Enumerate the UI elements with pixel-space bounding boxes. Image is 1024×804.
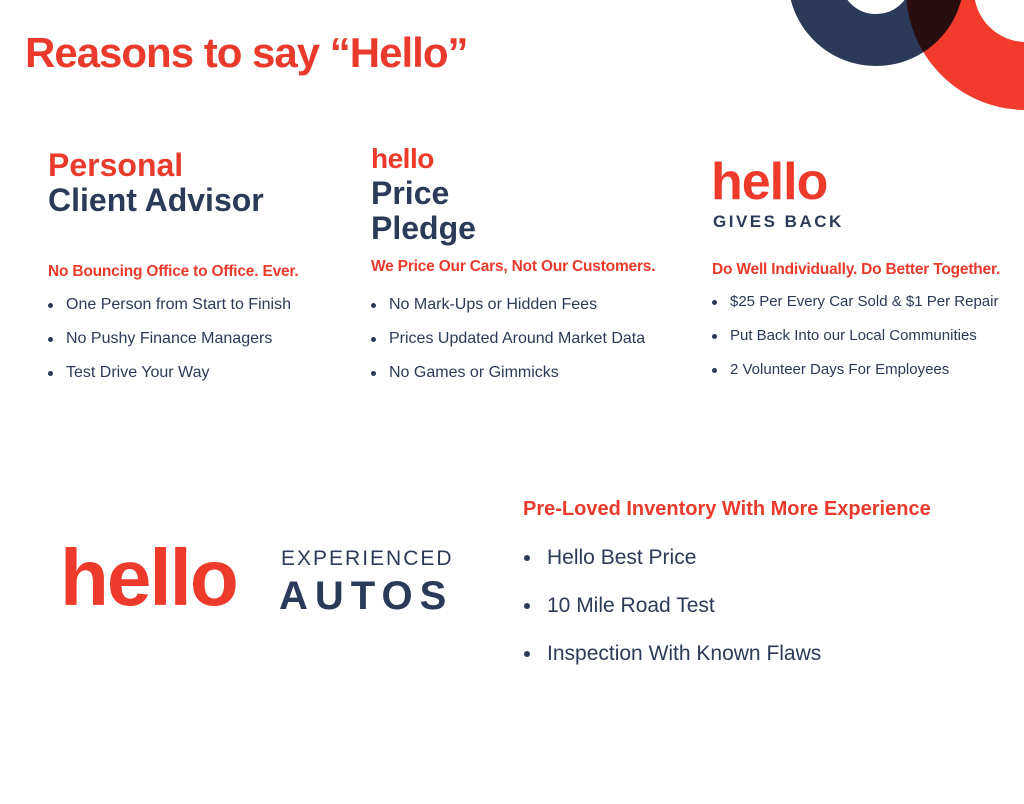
column2-heading (371, 176, 476, 246)
column3-bullet-list (712, 285, 1024, 387)
list-item (48, 356, 378, 390)
footer-bullet-list (524, 534, 944, 678)
bullet-text: $25 Per Every Car Sold & $1 Per Repair (730, 293, 999, 310)
list-item (371, 356, 701, 390)
hello-logo-small: hello (371, 143, 434, 174)
column2-bullet-list (371, 288, 701, 390)
bullet-text: One Person from Start to Finish (66, 296, 291, 313)
column1-heading (48, 148, 264, 218)
column2-subheading: We Price Our Cars, Not Our Customers. (371, 258, 656, 275)
bullet-dot (48, 337, 53, 342)
bullet-text: Test Drive Your Way (66, 364, 210, 381)
bullet-text: No Mark-Ups or Hidden Fees (389, 296, 598, 313)
column2-heading-line2: Pledge (371, 210, 476, 246)
bullet-text: Prices Updated Around Market Data (389, 330, 646, 347)
bullet-text: No Games or Gimmicks (389, 364, 559, 381)
bullet-dot (371, 337, 376, 342)
bullet-dot (48, 371, 53, 376)
list-item (524, 534, 944, 582)
list-item (524, 582, 944, 630)
bullet-text: 10 Mile Road Test (547, 594, 715, 617)
bullet-text: Hello Best Price (547, 546, 697, 569)
page-title: Reasons to say “Hello” (25, 29, 468, 76)
list-item (524, 630, 944, 678)
list-item (48, 288, 378, 322)
column1-heading-bottom: Client Advisor (48, 182, 264, 218)
list-item (712, 285, 1024, 319)
column1-subheading: No Bouncing Office to Office. Ever. (48, 263, 299, 280)
list-item (712, 319, 1024, 353)
bullet-text: Inspection With Known Flaws (547, 642, 822, 665)
bullet-dot (524, 651, 530, 657)
column2-heading-line1: Price (371, 175, 450, 211)
list-item (371, 288, 701, 322)
bullet-text: No Pushy Finance Managers (66, 330, 273, 347)
bullet-dot (371, 303, 376, 308)
footer-heading: Pre-Loved Inventory With More Experience (523, 498, 931, 520)
bullet-text: Put Back Into our Local Communities (730, 327, 977, 344)
bullet-dot (712, 300, 717, 305)
list-item (371, 322, 701, 356)
bullet-dot (712, 368, 717, 373)
autos-label: AUTOS (279, 574, 454, 618)
column1-heading-top: Personal (48, 147, 184, 183)
bullet-dot (524, 555, 530, 561)
bullet-dot (712, 334, 717, 339)
list-item (712, 353, 1024, 387)
bullet-text: 2 Volunteer Days For Employees (730, 361, 950, 378)
hello-logo-large: hello (60, 533, 237, 622)
column1-bullet-list (48, 288, 378, 390)
hello-logo-medium: hello (711, 153, 828, 211)
bullet-dot (371, 371, 376, 376)
bullet-dot (524, 603, 530, 609)
gives-back-label: GIVES BACK (713, 212, 844, 231)
list-item (48, 322, 378, 356)
experienced-label: EXPERIENCED (281, 547, 454, 570)
column3-subheading: Do Well Individually. Do Better Together. (712, 261, 1001, 278)
bullet-dot (48, 303, 53, 308)
